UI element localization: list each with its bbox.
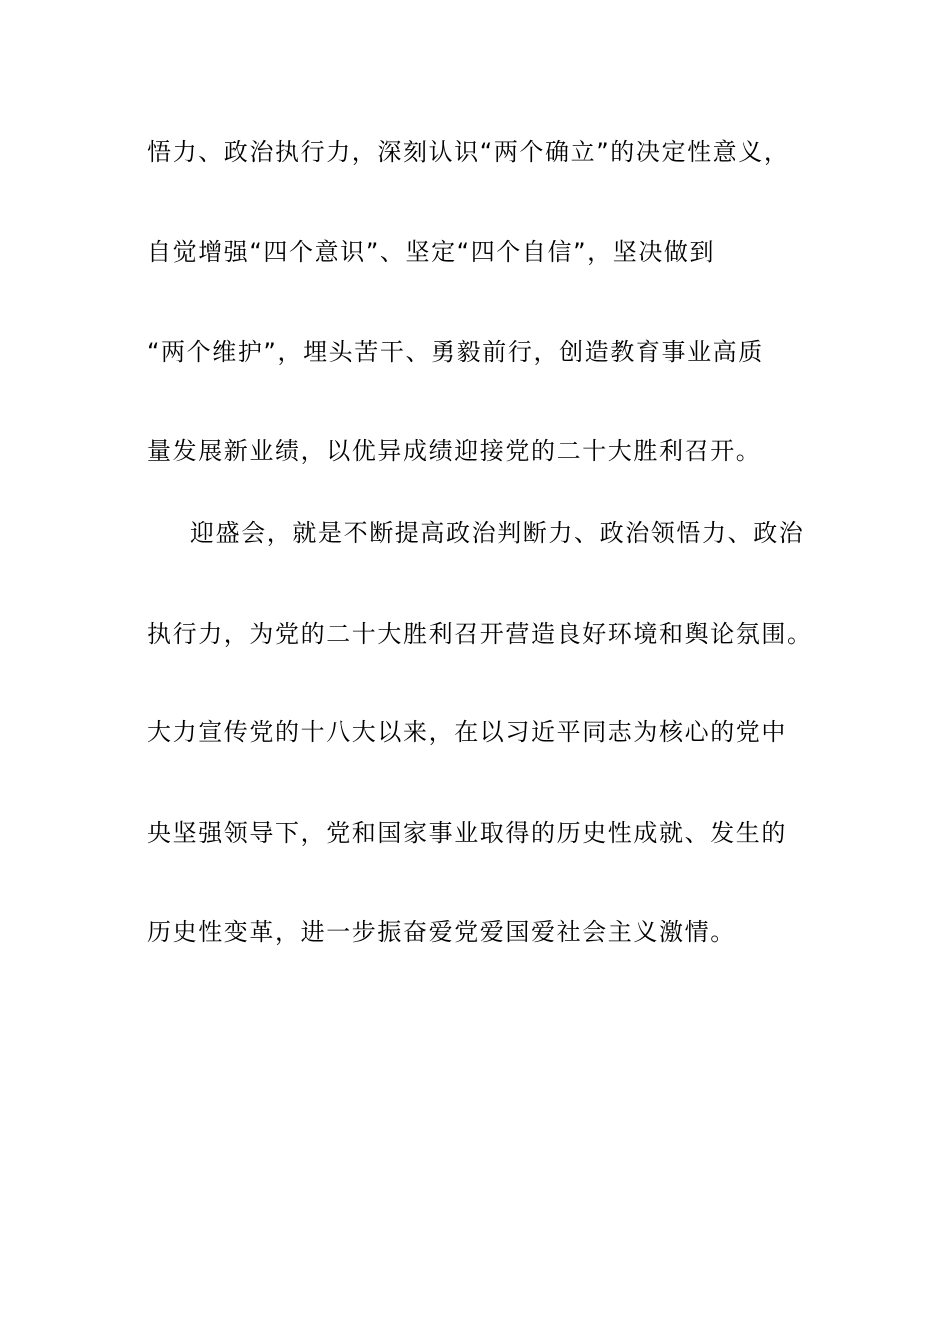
text-line-2: 自觉增强“四个意识”、坚定“四个自信”，坚决做到 <box>147 238 716 266</box>
text-line-8: 央坚强领导下，党和国家事业取得的历史性成就、发生的 <box>147 819 787 847</box>
text-line-9: 历史性变革，进一步振奋爱党爱国爱社会主义激情。 <box>147 918 736 946</box>
text-line-5: 迎盛会，就是不断提高政治判断力、政治领悟力、政治 <box>190 519 805 547</box>
text-line-7: 大力宣传党的十八大以来，在以习近平同志为核心的党中 <box>147 718 787 746</box>
text-line-4: 量发展新业绩，以优异成绩迎接党的二十大胜利召开。 <box>147 437 762 465</box>
text-line-3: “两个维护”，埋头苦干、勇毅前行，创造教育事业高质 <box>147 338 764 366</box>
text-line-6: 执行力，为党的二十大胜利召开营造良好环境和舆论氛围。 <box>147 620 813 648</box>
text-line-1: 悟力、政治执行力，深刻认识“两个确立”的决定性意义， <box>147 138 790 166</box>
